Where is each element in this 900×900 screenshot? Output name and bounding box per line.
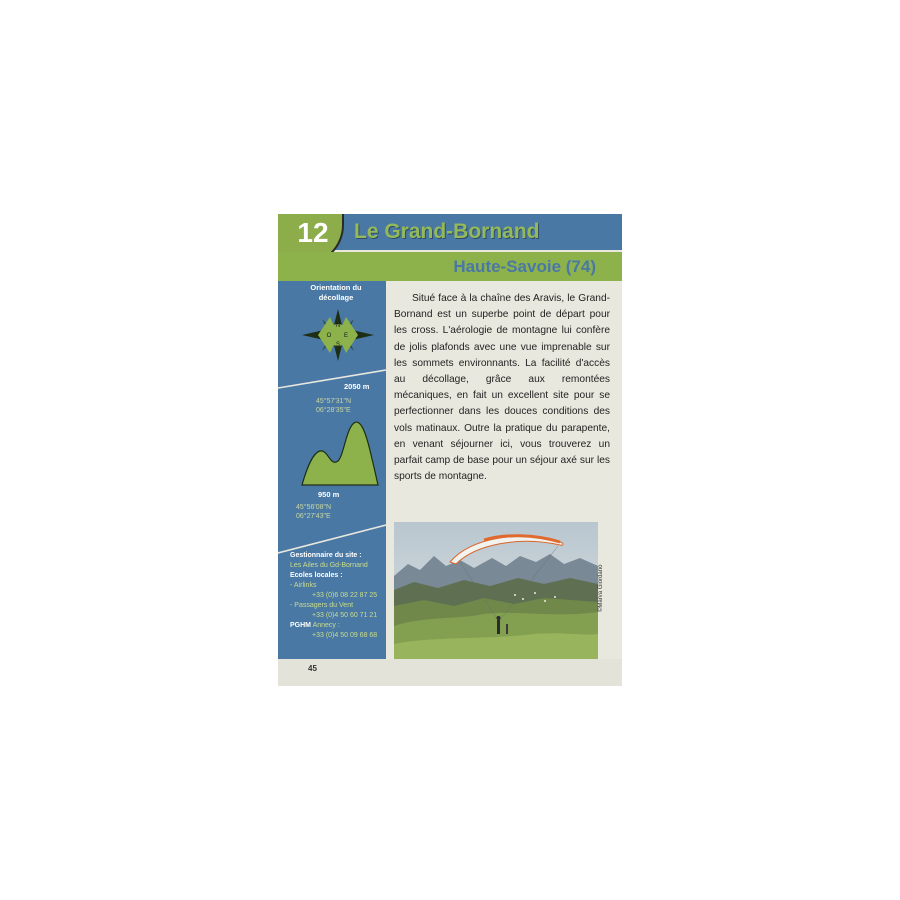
sidebar-divider-bottom — [278, 524, 386, 554]
ecoles-label: Ecoles locales : — [290, 572, 343, 579]
pghm-label: PGHM — [290, 622, 311, 629]
school-passagers-phone: +33 (0)4 50 60 71 21 — [312, 612, 378, 619]
page-title: Le Grand-Bornand — [354, 220, 540, 243]
school-airlinks: - Airlinks — [290, 582, 317, 589]
compass-north: N — [335, 323, 341, 329]
landing-altitude: 950 m — [318, 490, 340, 499]
compass-east: E — [343, 333, 349, 339]
pghm-line — [290, 621, 340, 631]
school-airlinks-phone: +33 (0)6 08 22 87 25 — [312, 592, 378, 599]
page-number: 45 — [308, 664, 317, 673]
gestionnaire-label: Gestionnaire du site : — [290, 552, 362, 559]
school-passagers: - Passagers du Vent — [290, 602, 354, 609]
orientation-label: Orientation du décollage — [310, 283, 362, 302]
sidebar-divider-top — [278, 369, 386, 389]
subtitle-bar — [278, 252, 622, 281]
paraglider-photo — [394, 522, 598, 660]
takeoff-altitude: 2050 m — [344, 382, 370, 391]
takeoff-longitude: 06°28'35"E — [316, 407, 351, 414]
gestionnaire-value: Les Ailes du Gd-Bornand — [290, 562, 368, 569]
photo-credit: ©Marva Giordano — [598, 564, 604, 612]
guide-page — [278, 214, 622, 686]
takeoff-latitude: 45°57'31"N — [316, 398, 352, 405]
compass-west: O — [326, 333, 332, 339]
pghm-phone: +33 (0)4 50 09 68 68 — [312, 632, 378, 639]
landing-longitude: 06°27'43"E — [296, 513, 331, 520]
compass-rose-icon — [298, 305, 378, 365]
site-description: Situé face à la chaîne des Aravis, le Grand-Bornand est un superbe point de départ pour les cross. L'aérologie de montagne lui confère de jolis plafonds avec une vue imprenable sur les sommets environnants. La facilité d'accès au décollage, grâce aux remontées mécaniques, en fait un excellent site pour se perfectionner dans les douces conditions des vols matinaux. Outre la pratique du parapente, en venant séjourner ici, vous trouverez un parfait camp de base pour un séjour axé sur les sports de montagne. — [394, 293, 610, 483]
mountain-profile-icon — [300, 411, 380, 487]
pghm-city: Annecy : — [312, 622, 340, 629]
header-bar — [278, 214, 622, 250]
page-footer — [278, 659, 622, 686]
sidebar-panel — [278, 281, 386, 659]
site-number: 12 — [297, 217, 329, 248]
landing-latitude: 45°56'08"N — [296, 504, 332, 511]
compass-south: S — [335, 342, 341, 348]
region-subtitle: Haute-Savoie (74) — [453, 257, 596, 276]
